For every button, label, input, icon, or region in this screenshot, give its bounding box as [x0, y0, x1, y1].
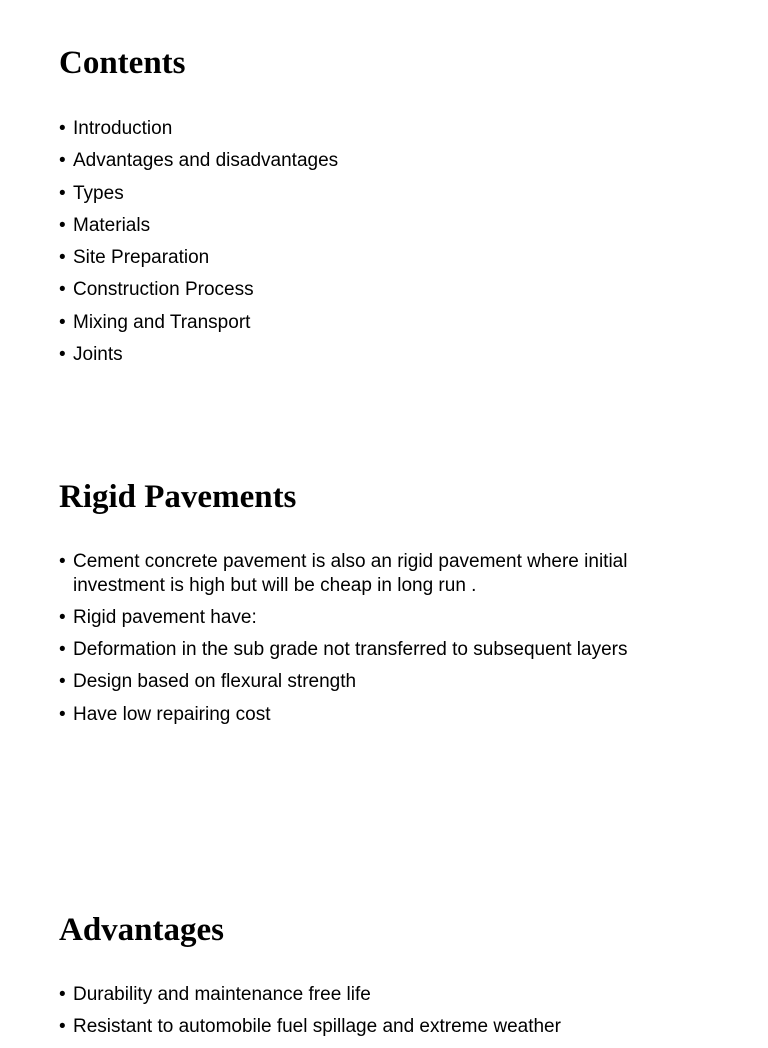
bullet-icon: • [59, 118, 66, 139]
bullet-icon: • [59, 984, 66, 1005]
list-item [59, 550, 719, 597]
list-item-text: Types [73, 182, 124, 204]
list-item [59, 606, 719, 630]
list-item-text: Materials [73, 214, 151, 236]
slide-title: Contents [59, 45, 186, 81]
bullet-list [59, 117, 719, 375]
list-item-text: Construction Process [73, 279, 254, 301]
list-item [59, 983, 719, 1007]
bullet-icon: • [59, 1016, 66, 1038]
list-item [59, 638, 719, 662]
bullet-icon: • [59, 311, 66, 333]
list-item-text: Advantages and disadvantages [73, 150, 339, 172]
bullet-list [59, 550, 719, 735]
bullet-icon: • [59, 182, 66, 204]
bullet-icon: • [59, 214, 66, 236]
slide-title: Rigid Pavements [59, 479, 297, 515]
bullet-icon: • [59, 247, 66, 269]
bullet-icon: • [59, 551, 66, 572]
list-item [59, 149, 719, 173]
list-item-text: Site Preparation [73, 247, 210, 269]
bullet-list [59, 983, 719, 1048]
list-item-text: Joints [73, 344, 123, 366]
list-item [59, 214, 719, 238]
bullet-icon: • [59, 639, 66, 661]
list-item-text: Introduction [73, 118, 173, 139]
list-item [59, 670, 719, 694]
list-item [59, 311, 719, 335]
list-item [59, 1015, 719, 1039]
list-item-text: Mixing and Transport [73, 311, 251, 333]
list-item [59, 246, 719, 270]
bullet-icon: • [59, 279, 66, 301]
bullet-icon: • [59, 606, 66, 628]
list-item [59, 343, 719, 367]
list-item-text: Resistant to automobile fuel spillage and extreme weather [73, 1016, 561, 1038]
list-item [59, 117, 719, 141]
bullet-icon: • [59, 671, 66, 693]
list-item-text: Design based on flexural strength [73, 671, 357, 693]
bullet-icon: • [59, 703, 66, 725]
list-item [59, 182, 719, 206]
bullet-icon: • [59, 150, 66, 172]
list-item [59, 703, 719, 727]
list-item-text: Deformation in the sub grade not transferred to subsequent layers [73, 639, 628, 661]
bullet-icon: • [59, 344, 66, 366]
list-item-text: Rigid pavement have: [73, 606, 257, 628]
list-item-text: Durability and maintenance free life [73, 984, 371, 1005]
slide-title: Advantages [59, 912, 225, 948]
list-item [59, 278, 719, 302]
list-item-text: Cement concrete pavement is also an rigid pavement where initial investment is high but will be cheap in long run . [73, 551, 628, 596]
list-item-text: Have low repairing cost [73, 703, 271, 725]
